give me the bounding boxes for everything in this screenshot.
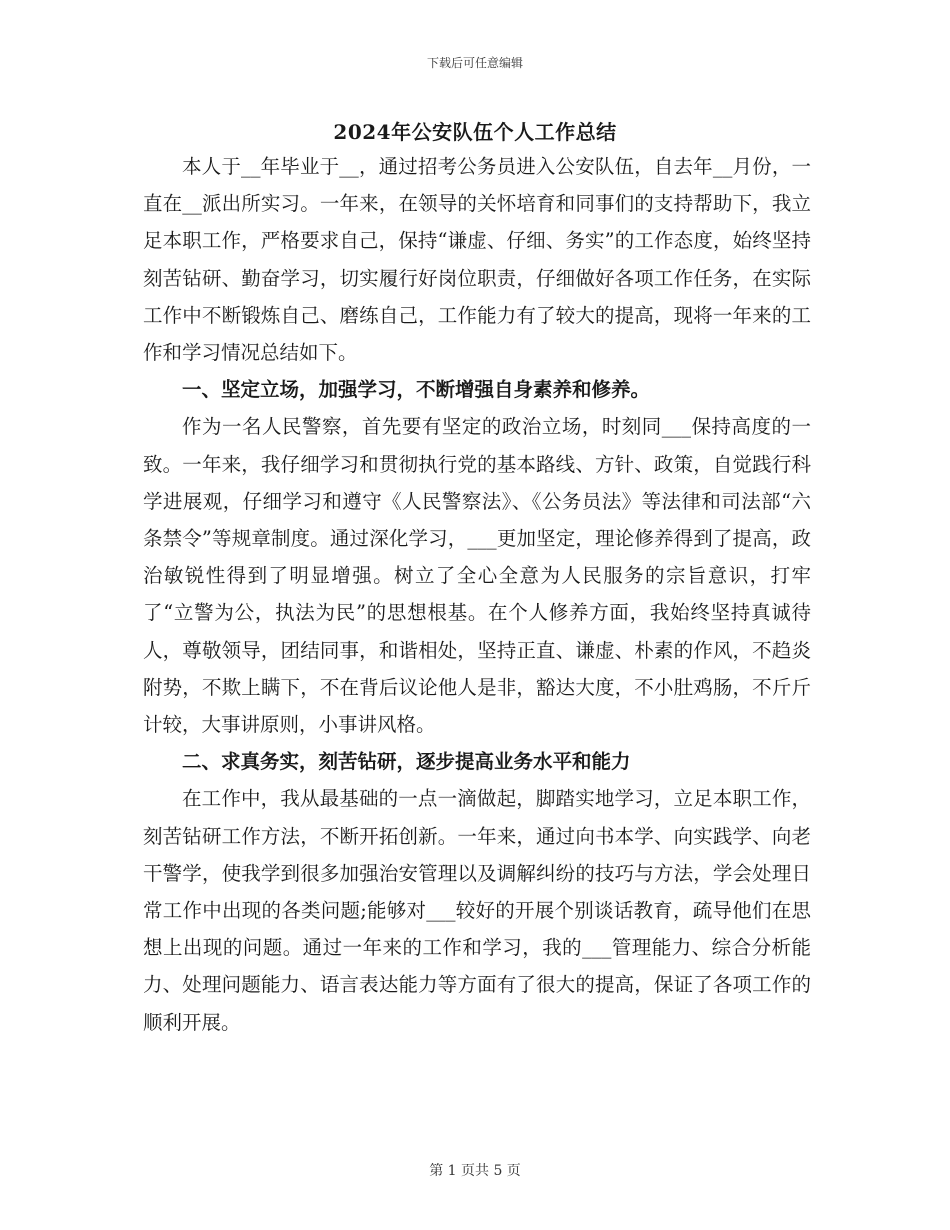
- section-1-paragraph: 作为一名人民警察，首先要有坚定的政治立场，时刻同___保持高度的一致。一年来，我仔细学习和贯彻执行党的基本路线、方针、政策，自觉践行科学进展观，仔细学习和遵守《人民警察法》、《公务员法》等法律和司法部“六条禁令”等规章制度。通过深化学习，___更加坚定，理论修养得到了提高，政治敏锐性得到了明显增强。树立了全心全意为人民服务的宗旨意识，打牢了“立警为公，执法为民”的思想根基。在个人修养方面，我始终坚持真诚待人，尊敬领导，团结同事，和谐相处，坚持正直、谦虚、朴素的作风，不趋炎附势，不欺上瞒下，不在背后议论他人是非，豁达大度，不小肚鸡肠，不斤斤计较，大事讲原则，小事讲风格。: [143, 415, 811, 737]
- section-2-paragraph: 在工作中，我从最基础的一点一滴做起，脚踏实地学习，立足本职工作，刻苦钻研工作方法，不断开拓创新。一年来，通过向书本学、向实践学、向老干警学，使我学到很多加强治安管理以及调解纠纷的技巧与方法，学会处理日常工作中出现的各类问题;能够对___较好的开展个别谈话教育，疏导他们在思想上出现的问题。通过一年来的工作和学习，我的___管理能力、综合分析能力、处理问题能力、语言表达能力等方面有了很大的提高，保证了各项工作的顺利开展。: [143, 787, 811, 1034]
- section-heading-1: 一、坚定立场，加强学习，不断增强自身素养和修养。: [182, 378, 651, 402]
- intro-paragraph: 本人于__年毕业于__，通过招考公务员进入公安队伍，自去年__月份，一直在__派出所实习。一年来，在领导的关怀培育和同事们的支持帮助下，我立足本职工作，严格要求自己，保持“谦虚、仔细、务实”的工作态度，始终坚持刻苦钻研、勤奋学习，切实履行好岗位职责，仔细做好各项工作任务，在实际工作中不断锻炼自己、磨练自己，工作能力有了较大的提高，现将一年来的工作和学习情况总结如下。: [143, 155, 811, 365]
- document-body: [143, 148, 811, 1041]
- page-number-footer: 第 1 页共 5 页: [429, 1163, 521, 1179]
- section-heading-2: 二、求真务实，刻苦钻研，逐步提高业务水平和能力: [182, 750, 631, 774]
- page-header-note: 下载后可任意编辑: [426, 56, 523, 70]
- document-title: 2024年公安队伍个人工作总结: [333, 120, 617, 144]
